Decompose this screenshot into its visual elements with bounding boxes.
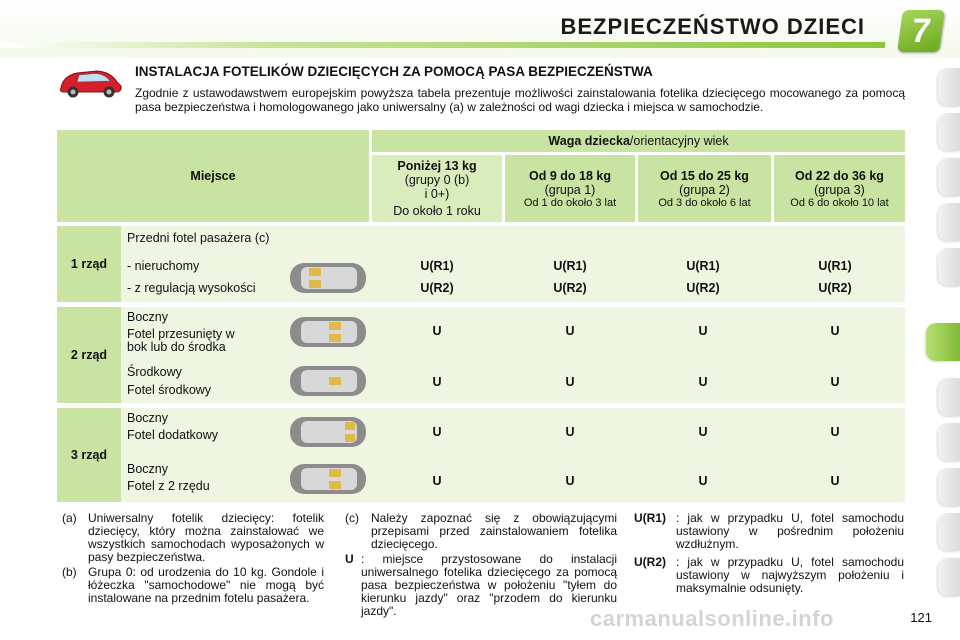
- footnote-key: (b): [62, 565, 77, 579]
- footnote-text: Należy zapoznać się z obowiązującymi przepisami przed zainstalowaniem fotelika dziecięcego.: [371, 511, 617, 551]
- footnotes-middle: [345, 512, 617, 620]
- row-desc: Boczny: [127, 411, 168, 425]
- column-header: [774, 155, 905, 222]
- cell-value: U: [830, 425, 840, 439]
- chapter-tab[interactable]: [938, 113, 960, 151]
- cell-value: U: [565, 425, 575, 439]
- cell-value: U(R1): [686, 259, 720, 273]
- column-header: [505, 155, 635, 222]
- column-group: (grupa 2): [679, 182, 730, 197]
- row-desc: Fotel z 2 rzędu: [127, 479, 210, 493]
- footnotes-left: [62, 512, 324, 607]
- cell-value: U(R2): [420, 281, 454, 295]
- chapter-tab[interactable]: [938, 468, 960, 506]
- footnote-key: U: [345, 552, 354, 566]
- cell-value: U(R1): [818, 259, 852, 273]
- cell-value: U: [432, 425, 442, 439]
- chapter-tab[interactable]: [938, 558, 960, 596]
- seat-diagram-icon: [289, 461, 367, 497]
- column-group: (grupa 1): [544, 182, 596, 197]
- seat-diagram-icon: [289, 260, 367, 296]
- footnote-key: U(R2): [634, 555, 666, 569]
- table-row: [121, 307, 905, 403]
- intro-paragraph: Zgodnie z ustawodawstwem europejskim powyższa tabela prezentuje możliwości zainstalowania fotelika dziecięcego mocowanego za pomocą pasa bezpieczeństwa i homologowanego jako uniwersalny (a) w zależności od wagi dziecka i miejsca w samochodzie.: [135, 86, 905, 114]
- row-label: 2 rząd: [57, 307, 121, 403]
- footnote-text: Grupa 0: od urodzenia do 10 kg. Gondole i łóżeczka "samochodowe" nie mogą być instalowane na przednim fotelu pasażera.: [88, 565, 324, 605]
- chapter-tab[interactable]: [938, 203, 960, 241]
- column-header: [638, 155, 771, 222]
- row-desc: - nieruchomy: [127, 259, 200, 273]
- weight-header-rest: /orientacyjny wiek: [629, 134, 729, 148]
- chapter-badge: 7: [897, 10, 945, 52]
- footnote-a: [62, 512, 324, 564]
- cell-value: U: [565, 324, 575, 338]
- cell-value: U: [698, 375, 708, 389]
- column-group: (grupa 3): [814, 182, 865, 197]
- footnotes-right: [634, 512, 904, 597]
- section-title: INSTALACJA FOTELIKÓW DZIECIĘCYCH ZA POMOCĄ PASA BEZPIECZEŃSTWA: [135, 64, 653, 79]
- cell-value: U(R2): [686, 281, 720, 295]
- row-label: 1 rząd: [57, 226, 121, 302]
- chapter-tab[interactable]: [938, 378, 960, 416]
- row-desc: Fotel dodatkowy: [127, 428, 219, 442]
- footnote-key: U(R1): [634, 511, 666, 525]
- cell-value: U(R1): [553, 259, 587, 273]
- row-desc: Boczny: [127, 310, 168, 324]
- place-header: Miejsce: [57, 130, 369, 222]
- footnote-text: : jak w przypadku U, fotel samochodu ustawiony w najwyższym położeniu i maksymalnie odsunięty.: [676, 555, 904, 595]
- chapter-tab[interactable]: [938, 158, 960, 196]
- footnote-key: (c): [345, 511, 359, 525]
- row-desc: Środkowy: [127, 365, 182, 379]
- row-desc: Fotel środkowy: [127, 383, 212, 397]
- cell-value: U: [565, 474, 575, 488]
- footnote-u: [345, 553, 617, 618]
- chapter-tab[interactable]: [938, 68, 960, 106]
- footnote-text: Uniwersalny fotelik dziecięcy: fotelik dziecięcy, który można zainstalować we wszystkich samochodach wyposażonych w pasy bezpieczeństwa.: [88, 511, 324, 564]
- column-weight: Poniżej 13 kg: [397, 159, 477, 173]
- cell-value: U: [830, 375, 840, 389]
- child-seat-table: [57, 130, 905, 502]
- cell-value: U: [698, 324, 708, 338]
- cell-value: U: [698, 474, 708, 488]
- cell-value: U: [432, 324, 442, 338]
- column-age: Od 1 do około 3 lat: [523, 196, 617, 209]
- chapter-tab-active[interactable]: [926, 323, 960, 361]
- row-desc: bok lub do środka: [127, 340, 226, 354]
- footnote-b: [62, 566, 324, 605]
- cell-value: U: [432, 375, 442, 389]
- row-desc: Boczny: [127, 462, 168, 476]
- column-group: (grupy 0 (b): [404, 173, 470, 187]
- weight-header: [372, 130, 905, 152]
- row-desc: Fotel przesunięty w: [127, 327, 235, 341]
- row-label: 3 rząd: [57, 408, 121, 502]
- footnote-text: : miejsce przystosowane do instalacji uniwersalnego fotelika dziecięcego za pomocą pasa bezpieczeństwa w położeniu "tyłem do kierunku jazdy" oraz "przodem do kierunku jazdy".: [361, 552, 617, 618]
- chapter-tab[interactable]: [938, 248, 960, 286]
- table-row: [121, 408, 905, 502]
- footnote-r2: [634, 556, 904, 595]
- cell-value: U: [565, 375, 575, 389]
- page-header: [0, 0, 960, 58]
- chapter-tabs: [934, 68, 960, 628]
- row-desc: Przedni fotel pasażera (c): [127, 231, 270, 245]
- page-number: 121: [910, 610, 932, 625]
- cell-value: U: [698, 425, 708, 439]
- chapter-tab[interactable]: [938, 513, 960, 551]
- column-age: Od 6 do około 10 lat: [790, 196, 889, 209]
- page-title: BEZPIECZEŃSTWO DZIECI: [560, 14, 865, 39]
- cell-value: U: [830, 324, 840, 338]
- header-band: [0, 42, 885, 48]
- cell-value: U: [830, 474, 840, 488]
- column-weight: Od 9 do 18 kg: [529, 168, 611, 183]
- cell-value: U: [432, 474, 442, 488]
- chapter-tab[interactable]: [938, 423, 960, 461]
- footnote-key: (a): [62, 511, 77, 525]
- column-group-2: i 0+): [424, 187, 450, 201]
- column-weight: Od 15 do 25 kg: [660, 168, 749, 183]
- car-icon: [55, 64, 125, 100]
- cell-value: U(R2): [553, 281, 587, 295]
- footnote-text: : jak w przypadku U, fotel samochodu ustawiony w pośrednim położeniu wzdłużnym.: [676, 511, 904, 551]
- cell-value: U(R1): [420, 259, 454, 273]
- column-age: Do około 1 roku: [393, 204, 481, 218]
- watermark: carmanualsonline.info: [590, 606, 834, 631]
- seat-diagram-icon: [289, 414, 367, 450]
- seat-diagram-icon: [289, 363, 367, 399]
- seat-diagram-icon: [289, 314, 367, 350]
- cell-value: U(R2): [818, 281, 852, 295]
- footnote-r1: [634, 512, 904, 551]
- table-row: [121, 226, 905, 302]
- column-weight: Od 22 do 36 kg: [795, 168, 884, 183]
- weight-header-bold: Waga dziecka: [548, 134, 630, 148]
- footnote-c: [345, 512, 617, 551]
- column-age: Od 3 do około 6 lat: [658, 196, 751, 209]
- column-header: [372, 155, 502, 222]
- row-desc: - z regulacją wysokości: [127, 281, 256, 295]
